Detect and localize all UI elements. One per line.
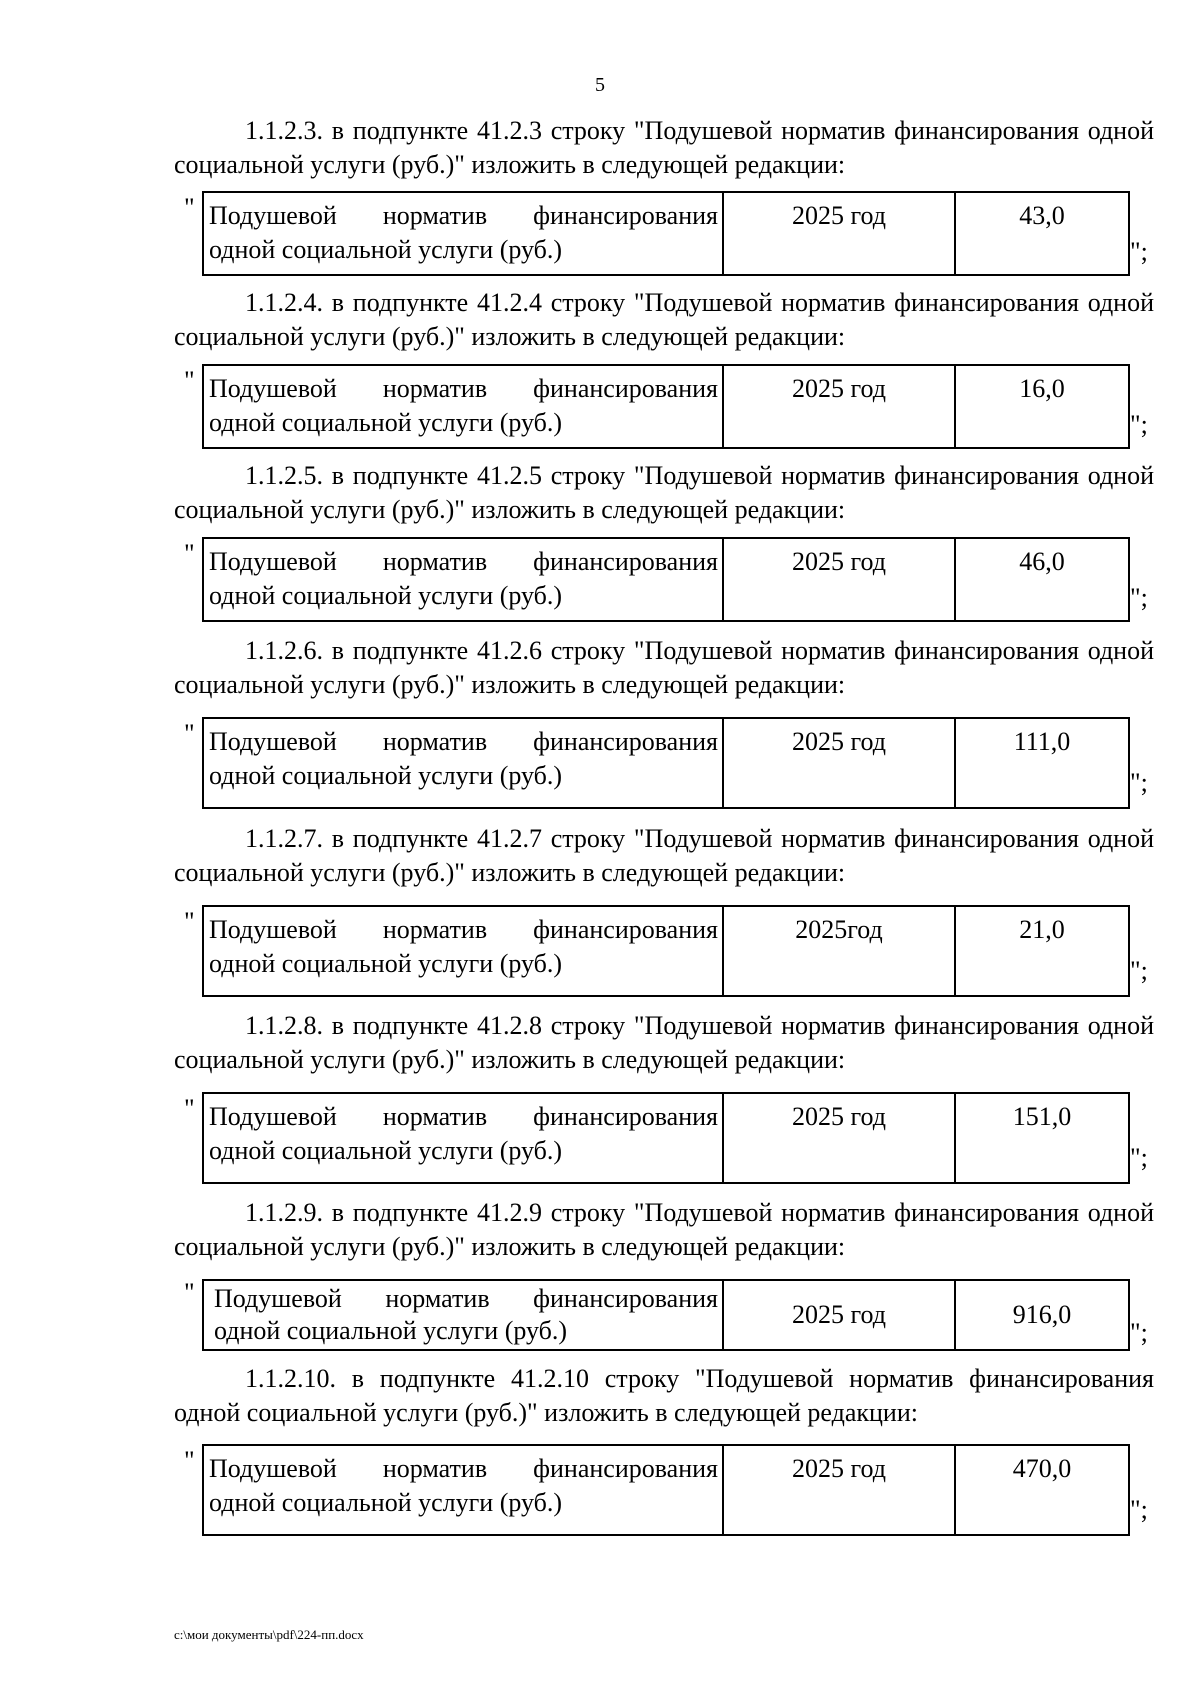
norm-table: [202, 364, 1130, 449]
opening-quote: ": [184, 1094, 195, 1123]
value-cell: [955, 1093, 1129, 1183]
amendment-paragraph: 1.1.2.10. в подпункте 41.2.10 строку "Подушевой норматив финансирования одной социальной услуги (руб.)" изложить в следующей редакции:: [174, 1364, 1154, 1427]
norm-label-line2: одной социальной услуги (руб.): [209, 1136, 563, 1165]
norm-table: [202, 537, 1130, 622]
table-row: [203, 365, 1129, 448]
norm-table: [202, 191, 1130, 276]
norm-label-line1: Подушевой норматив финансирования: [209, 915, 718, 944]
norm-label-line2: одной социальной услуги (руб.): [209, 949, 563, 978]
norm-value: 21,0: [1019, 915, 1065, 944]
norm-table: [202, 1279, 1130, 1351]
norm-label-cell: [203, 718, 723, 808]
norm-label-line1: Подушевой норматив финансирования: [214, 1284, 718, 1313]
norm-label-line2: одной социальной услуги (руб.): [209, 761, 563, 790]
value-cell: [955, 192, 1129, 275]
norm-label-line1: Подушевой норматив финансирования: [209, 727, 718, 756]
year-value: 2025 год: [792, 1300, 886, 1329]
value-cell: [955, 538, 1129, 621]
norm-value: 470,0: [1012, 1454, 1072, 1483]
norm-table: [202, 1444, 1130, 1536]
opening-quote: ": [184, 539, 195, 568]
norm-label-cell: [203, 192, 723, 275]
table-row: [203, 538, 1129, 621]
norm-label-cell: [203, 1093, 723, 1183]
amendment-paragraph: 1.1.2.9. в подпункте 41.2.9 строку "Подушевой норматив финансирования одной социальной услуги (руб.)" изложить в следующей редакции:: [174, 1198, 1154, 1261]
amendment-paragraph: 1.1.2.3. в подпункте 41.2.3 строку "Подушевой норматив финансирования одной социальной услуги (руб.)" изложить в следующей редакции:: [174, 116, 1154, 179]
opening-quote: ": [184, 1446, 195, 1475]
closing-quote: ";: [1130, 237, 1148, 266]
value-cell: [955, 1280, 1129, 1350]
norm-label-line2: одной социальной услуги (руб.): [209, 581, 563, 610]
closing-quote: ";: [1130, 768, 1148, 797]
norm-value: 111,0: [1013, 727, 1071, 756]
norm-label-line1: Подушевой норматив финансирования: [209, 1454, 718, 1483]
year-value: 2025 год: [792, 1102, 886, 1131]
file-path-footer: c:\мои документы\pdf\224-пп.docx: [174, 1627, 364, 1642]
norm-label-line1: Подушевой норматив финансирования: [209, 547, 718, 576]
opening-quote: ": [184, 193, 195, 222]
closing-quote: ";: [1130, 1318, 1148, 1347]
year-cell: [723, 192, 955, 275]
value-cell: [955, 718, 1129, 808]
norm-label-cell: [203, 906, 723, 996]
norm-label-cell: [203, 1445, 723, 1535]
norm-table: [202, 717, 1130, 809]
year-value: 2025 год: [792, 547, 886, 576]
table-row: [203, 192, 1129, 275]
norm-label-cell: [203, 538, 723, 621]
opening-quote: ": [184, 366, 195, 395]
closing-quote: ";: [1130, 583, 1148, 612]
year-cell: [723, 1445, 955, 1535]
year-cell: [723, 538, 955, 621]
amendment-paragraph: 1.1.2.6. в подпункте 41.2.6 строку "Подушевой норматив финансирования одной социальной услуги (руб.)" изложить в следующей редакции:: [174, 636, 1154, 699]
year-value: 2025 год: [792, 727, 886, 756]
norm-value: 43,0: [1019, 201, 1065, 230]
norm-label-cell: [203, 365, 723, 448]
norm-label-line2: одной социальной услуги (руб.): [214, 1316, 568, 1345]
table-row: [203, 718, 1129, 808]
norm-label-line1: Подушевой норматив финансирования: [209, 201, 718, 230]
closing-quote: ";: [1130, 410, 1148, 439]
closing-quote: ";: [1130, 956, 1148, 985]
norm-value: 46,0: [1019, 547, 1065, 576]
year-cell: [723, 1093, 955, 1183]
year-cell: [723, 718, 955, 808]
table-row: [203, 1445, 1129, 1535]
year-value: 2025 год: [792, 201, 886, 230]
page-number: 5: [595, 74, 605, 96]
table-row: [203, 1093, 1129, 1183]
table-row: [203, 906, 1129, 996]
opening-quote: ": [184, 907, 195, 936]
norm-table: [202, 905, 1130, 997]
opening-quote: ": [184, 719, 195, 748]
amendment-paragraph: 1.1.2.7. в подпункте 41.2.7 строку "Подушевой норматив финансирования одной социальной услуги (руб.)" изложить в следующей редакции:: [174, 824, 1154, 887]
norm-label-cell: [203, 1280, 723, 1350]
table-row: [203, 1280, 1129, 1350]
norm-label-line1: Подушевой норматив финансирования: [209, 1102, 718, 1131]
amendment-paragraph: 1.1.2.8. в подпункте 41.2.8 строку "Подушевой норматив финансирования одной социальной услуги (руб.)" изложить в следующей редакции:: [174, 1011, 1154, 1074]
norm-label-line2: одной социальной услуги (руб.): [209, 1488, 563, 1517]
year-cell: [723, 365, 955, 448]
norm-table: [202, 1092, 1130, 1184]
norm-value: 16,0: [1019, 374, 1065, 403]
closing-quote: ";: [1130, 1143, 1148, 1172]
year-cell: [723, 906, 955, 996]
amendment-paragraph: 1.1.2.4. в подпункте 41.2.4 строку "Подушевой норматив финансирования одной социальной услуги (руб.)" изложить в следующей редакции:: [174, 288, 1154, 351]
opening-quote: ": [184, 1278, 195, 1307]
value-cell: [955, 365, 1129, 448]
closing-quote: ";: [1130, 1495, 1148, 1524]
year-value: 2025 год: [792, 374, 886, 403]
value-cell: [955, 906, 1129, 996]
norm-value: 916,0: [1012, 1300, 1072, 1329]
year-value: 2025год: [795, 915, 883, 944]
norm-label-line2: одной социальной услуги (руб.): [209, 235, 563, 264]
year-value: 2025 год: [792, 1454, 886, 1483]
value-cell: [955, 1445, 1129, 1535]
year-cell: [723, 1280, 955, 1350]
norm-label-line2: одной социальной услуги (руб.): [209, 408, 563, 437]
amendment-paragraph: 1.1.2.5. в подпункте 41.2.5 строку "Подушевой норматив финансирования одной социальной услуги (руб.)" изложить в следующей редакции:: [174, 461, 1154, 524]
norm-label-line1: Подушевой норматив финансирования: [209, 374, 718, 403]
norm-value: 151,0: [1012, 1102, 1072, 1131]
